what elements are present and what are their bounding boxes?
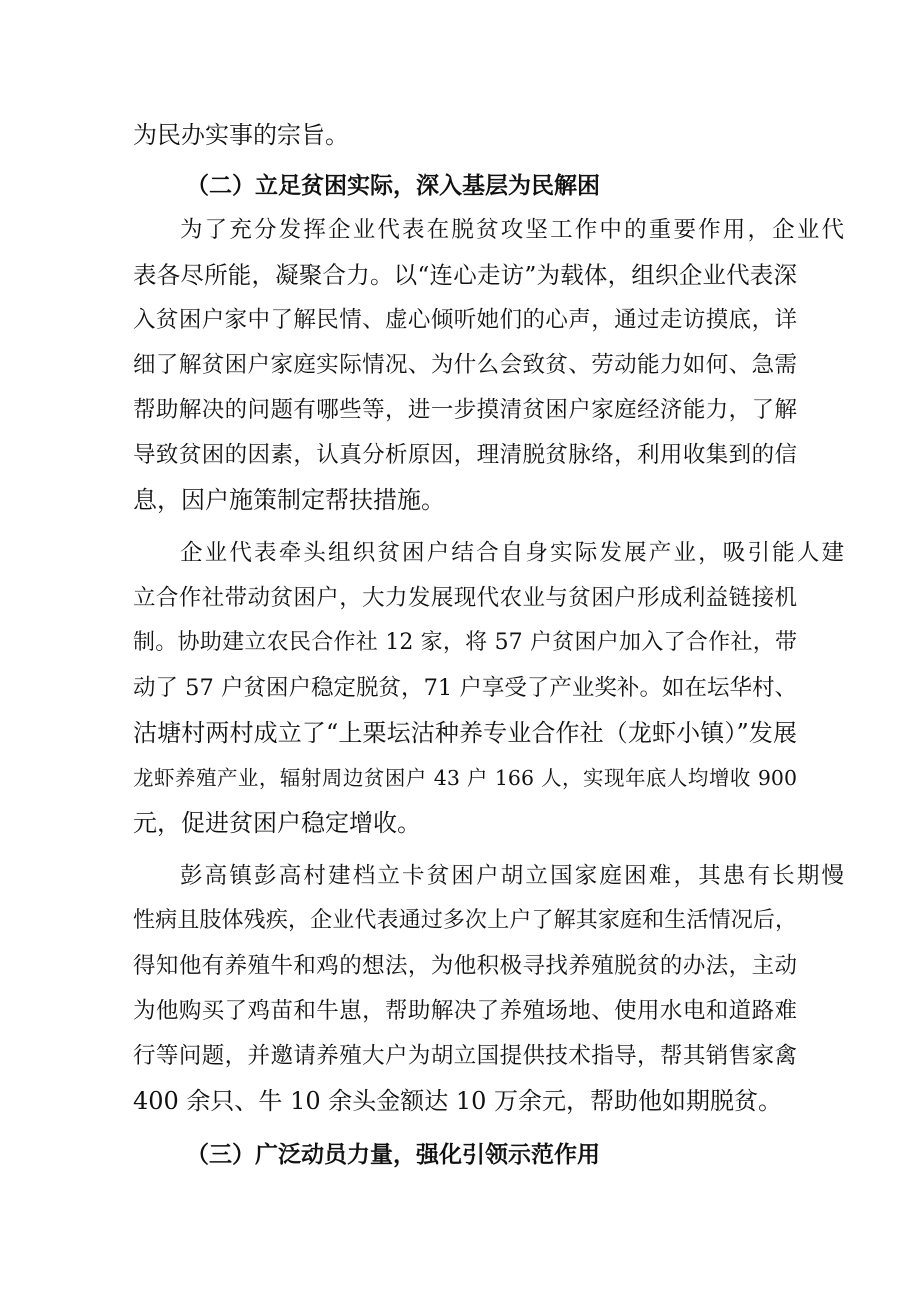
- intro-tail-line: 为民办实事的宗旨。: [133, 121, 349, 149]
- paragraph-line: 彭高镇彭高村建档立卡贫困户胡立国家庭困难，其患有长期慢: [180, 863, 844, 889]
- paragraph-line: 龙虾养殖产业，辐射周边贫困户 43 户 166 人，实现年底人均增收 900: [133, 766, 797, 790]
- paragraph-line: 沽塘村两村成立了“上栗坛沽种养专业合作社（龙虾小镇）”发展: [133, 719, 797, 747]
- paragraph-line: 动了 57 户贫困户稳定脱贫，71 户享受了产业奖补。如在坛华村、: [133, 675, 797, 701]
- paragraph-line: 制。协助建立农民合作社 12 家，将 57 户贫困户加入了合作社，带: [133, 630, 797, 655]
- paragraph-line: 为他购买了鸡苗和牛崽，帮助解决了养殖场地、使用水电和道路难: [133, 998, 797, 1024]
- paragraph-line: 为了充分发挥企业代表在脱贫攻坚工作中的重要作用，企业代: [180, 217, 844, 243]
- paragraph-line: 400 余只、牛 10 余头金额达 10 万余元，帮助他如期脱贫。: [133, 1087, 783, 1115]
- section-heading-3: （三）广泛动员力量，强化引领示范作用: [186, 1142, 600, 1168]
- paragraph-line: 导致贫困的因素，认真分析原因，理清脱贫脉络，利用收集到的信: [133, 442, 797, 468]
- paragraph-line: 入贫困户家中了解民情、虚心倾听她们的心声，通过走访摸底，详: [133, 307, 797, 333]
- paragraph-line: 元，促进贫困户稳定增收。: [133, 809, 421, 837]
- paragraph-line: 表各尽所能，凝聚合力。以“连心走访”为载体，组织企业代表深: [133, 261, 797, 289]
- paragraph-line: 息，因户施策制定帮扶措施。: [133, 486, 445, 514]
- paragraph-line: 得知他有养殖牛和鸡的想法，为他积极寻找养殖脱贫的办法，主动: [133, 953, 797, 979]
- paragraph-line: 企业代表牵头组织贫困户结合自身实际发展产业，吸引能人建: [180, 540, 844, 566]
- paragraph-line: 立合作社带动贫困户，大力发展现代农业与贫困户形成利益链接机: [133, 585, 797, 611]
- section-heading-2: （二）立足贫困实际，深入基层为民解困: [186, 173, 600, 199]
- paragraph-line: 细了解贫困户家庭实际情况、为什么会致贫、劳动能力如何、急需: [133, 352, 797, 378]
- paragraph-line: 行等问题，并邀请养殖大户为胡立国提供技术指导，帮其销售家禽: [133, 1043, 797, 1069]
- paragraph-line: 性病且肢体残疾，企业代表通过多次上户了解其家庭和生活情况后，: [133, 908, 797, 933]
- paragraph-line: 帮助解决的问题有哪些等，进一步摸清贫困户家庭经济能力，了解: [133, 397, 797, 423]
